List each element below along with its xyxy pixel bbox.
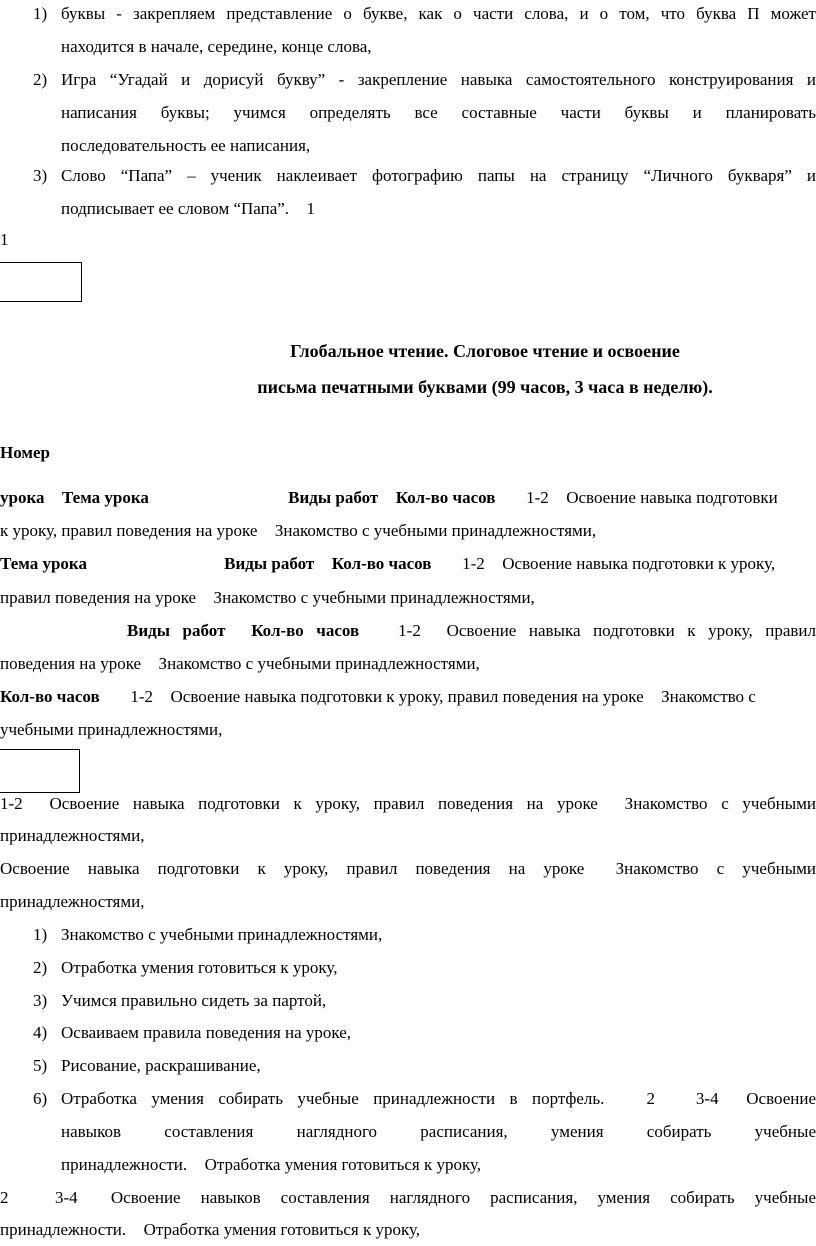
- nomer-label: Номер: [0, 443, 50, 462]
- list-item-line: подписывает ее словом “Папа”.  1   : [61, 199, 346, 218]
- table-fragment-line: принадлежностями,: [0, 826, 145, 845]
- column-headers: Виды работ  Кол-во часов : [127, 621, 373, 640]
- table-cell-text:  1-2  Освоение навыка подготовки: [508, 488, 778, 507]
- column-headers: урока  Тема урока : [0, 488, 163, 507]
- list-item-line: последовательность ее написания,: [61, 136, 311, 155]
- list-item: Учимся правильно сидеть за партой,: [61, 991, 327, 1010]
- list-item-line: принадлежности.  Отработка умения готовиться к уроку,: [61, 1155, 482, 1174]
- column-headers: Тема урока : [0, 554, 101, 573]
- table-fragment-line: [127, 619, 816, 643]
- list-number: 1): [33, 4, 48, 23]
- list-item-line: буквы - закрепляем представление о букве, как о части слова, и о том, что буква П может: [61, 4, 816, 23]
- list-item-line: Игра “Угадай и дорисуй букву” - закрепление навыка самостоятельного конструирования и: [61, 70, 816, 89]
- table-fragment-line: 2   3-4  Освоение навыков составления наглядного расписания, умения собирать учебные: [0, 1188, 816, 1207]
- section-heading-line-2: письма печатными буквами (99 часов, 3 часа в неделю).: [257, 377, 713, 397]
- column-headers: Кол-во часов : [0, 687, 113, 706]
- table-fragment-line: [0, 486, 816, 510]
- column-headers: Виды работ  Кол-во часов : [224, 554, 445, 573]
- list-number: 6): [33, 1089, 48, 1108]
- list-number: 5): [33, 1056, 48, 1075]
- table-fragment-line: [0, 552, 816, 576]
- list-item-line: написания буквы; учимся определять все составные части буквы и планировать: [61, 103, 816, 122]
- list-number: 3): [33, 991, 48, 1010]
- table-cell-text:  1-2  Освоение навыка подготовки к уроку, правил поведения на уроке  Знакомство с: [112, 687, 756, 706]
- table-cell-text:  1-2  Освоение навыка подготовки к уроку, правил: [372, 621, 816, 640]
- list-item: Осваиваем правила поведения на уроке,: [61, 1023, 352, 1042]
- table-fragment-line: [0, 685, 816, 709]
- table-fragment-line: к уроку, правил поведения на уроке  Знакомство с учебными принадлежностями,: [0, 521, 597, 540]
- list-number: 4): [33, 1023, 48, 1042]
- list-item-line: Отработка умения собирать учебные принадлежности в портфель.   2   3-4  Освоение: [61, 1089, 816, 1108]
- empty-cell-box: [0, 262, 82, 302]
- table-fragment-line: Освоение навыка подготовки к уроку, правил поведения на уроке  Знакомство с учебными: [0, 859, 816, 878]
- list-number: 3): [33, 166, 48, 185]
- table-fragment-line: 1-2  Освоение навыка подготовки к уроку, правил поведения на уроке  Знакомство с учебными: [0, 794, 816, 813]
- table-fragment-line: принадлежностями,: [0, 892, 145, 911]
- column-headers: Виды работ  Кол-во часов : [288, 488, 509, 507]
- table-cell-text:  1-2  Освоение навыка подготовки к уроку,: [444, 554, 776, 573]
- table-fragment-line: учебными принадлежностями,: [0, 720, 223, 739]
- list-item-line: Слово “Папа” – ученик наклеивает фотографию папы на страницу “Личного букваря” и: [61, 166, 816, 185]
- list-number: 2): [33, 70, 48, 89]
- list-item-line: навыков составления наглядного расписания, умения собирать учебные: [61, 1122, 816, 1141]
- list-item: Знакомство с учебными принадлежностями,: [61, 925, 383, 944]
- list-item-line: находится в начале, середине, конце слова,: [61, 37, 372, 56]
- list-number: 2): [33, 958, 48, 977]
- section-heading-line-1: Глобальное чтение. Слоговое чтение и освоение: [290, 341, 680, 361]
- stray-line: 1   : [0, 230, 40, 249]
- table-fragment-line: принадлежности.  Отработка умения готовиться к уроку,: [0, 1220, 421, 1239]
- table-fragment-line: поведения на уроке  Знакомство с учебными принадлежностями,: [0, 654, 480, 673]
- list-number: 1): [33, 925, 48, 944]
- list-item: Отработка умения готовиться к уроку,: [61, 958, 338, 977]
- table-fragment-line: правил поведения на уроке  Знакомство с учебными принадлежностями,: [0, 588, 535, 607]
- list-item: Рисование, раскрашивание,: [61, 1056, 261, 1075]
- empty-cell-box: [0, 749, 80, 793]
